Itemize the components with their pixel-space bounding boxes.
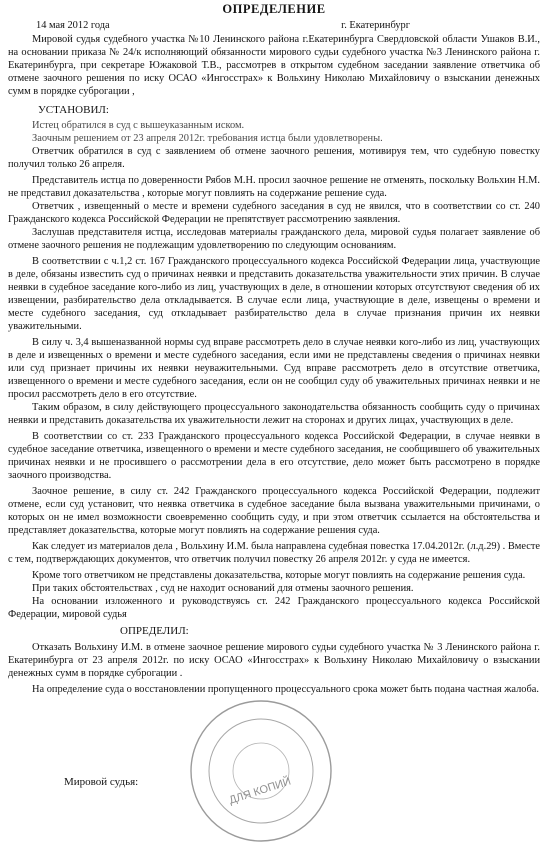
closing-paragraph: На определение суда о восстановлении пропущенного процессуального срока может быть подана частная жалоба. <box>32 684 539 696</box>
paragraph-7: В соответствии с ч.1,2 ст. 167 Гражданского процессуального кодекса Российской Федерации лица, участвующие в деле, обязаны известить суд о причинах неявки и представить доказательства уважительности этих причин. В случае неявки в судебное заседание кого-либо из лиц, участвующих в деле, в отношении которых отсутствуют сведения об их извещении, разбирательство дела откладывается. В случае если лица, участвующие в деле, извещены о времени и месте судебного заседания, суд откладывает разбирательство дела в случае признания причин их неявки уважительными. <box>8 256 540 333</box>
court-ruling-document <box>8 2 540 696</box>
paragraph-1: Истец обратился в суд с вышеуказанным иском. <box>32 120 245 132</box>
svg-text:ДЛЯ КОПИЙ: ДЛЯ КОПИЙ <box>227 775 293 807</box>
paragraph-5: Ответчик , извещенный о месте и времени судебного заседания в суд не явился, что в соответствии со ст. 240 Гражданского кодекса Российской Федерации не препятствует рассмотрению заявления. <box>8 201 540 226</box>
paragraph-13: Кроме того ответчиком не представлены доказательства, которые могут повлиять на содержание решения суда. <box>32 570 526 582</box>
paragraph-6: Заслушав представителя истца, исследовав материалы гражданского дела, мировой судья полагает заявление об отмене заочного решения не подлежащим удовлетворению по следующим основаниям. <box>8 227 540 252</box>
dateline <box>8 19 540 32</box>
paragraph-4: Представитель истца по доверенности Рябов М.Н. просил заочное решение не отменять, поскольку Вольхин Н.М. не представил доказательства , которые могут повлиять на содержание решение суда. <box>8 175 540 200</box>
document-city: г. Екатеринбург <box>341 19 410 31</box>
paragraph-10: В соответствии со ст. 233 Гражданского процессуального кодекса Российской Федерации, в случае неявки в судебное заседание ответчика, извещенного о времени и месте судебного заседания, не сообщившего об уважительных причинах неявки и не просившего о рассмотрении дела в его отсутствие, дело может быть рассмотрено в порядке заочного производства. <box>8 431 540 482</box>
signature-label: Мировой судья: <box>64 776 139 788</box>
ruling-paragraph: Отказать Вольхину И.М. в отмене заочное решение мирового судьи судебного участка № 3 Ленинского района г. Екатеринбурга от 23 апреля 2012г. по иску ОСАО «Ингосстрах» к Вольхину Николаю Михайловичу о взыскании денежных сумм в порядке суброгации . <box>8 642 540 680</box>
ruled-heading: ОПРЕДЕЛИЛ: <box>120 625 189 638</box>
intro-paragraph: Мировой судья судебного участка №10 Ленинского района г.Екатеринбурга Свердловской области Ушаков В.И., на основании приказа № 24/к исполняющий обязанности мирового судьи судебного участка №3 Ленинского района г. Екатеринбурга, при секретаре Южаковой Т.В., рассмотрев в открытом судебном заседании заявление ответчика об отмене заочного решения по иску ОСАО «Ингосстрах» к Вольхину Николаю Михайловичу о взыскании денежных сумм в порядке суброгации , <box>8 33 540 97</box>
court-seal-stamp <box>186 696 336 846</box>
document-title: ОПРЕДЕЛЕНИЕ <box>222 2 326 16</box>
paragraph-12: Как следует из материалов дела , Вольхину И.М. была направлена судебная повестка 17.04.2012г. (л.д.29) . Вместе с тем, подтверждающих документов, что ответчик получил повестку 26 апреля 2012г. у суда не имеется. <box>8 541 540 566</box>
paragraph-14: При таких обстоятельствах , суд не находит оснований для отмены заочного решения. <box>32 583 414 595</box>
paragraph-8: В силу ч. 3,4 вышеназванной нормы суд вправе рассмотреть дело в случае неявки кого-либо из лиц, участвующих в деле и извещенных о времени и месте судебного заседания, если ими не представлены сведения о причинах неявки или суд признает причины их неявки неуважительными. Суд вправе рассмотреть дело в отсутствие ответчика, извещенного о времени и месте судебного заседания, если он не сообщил суду об уважительных причинах неявки и не просил рассмотреть дело в его отсутствие. <box>8 337 540 401</box>
established-heading: УСТАНОВИЛ: <box>38 103 109 116</box>
document-date: 14 мая 2012 года <box>36 19 110 31</box>
paragraph-3: Ответчик обратился в суд с заявлением об отмене заочного решения, мотивируя тем, что судебную повестку получил только 26 апреля. <box>8 146 540 171</box>
paragraph-15: На основании изложенного и руководствуясь ст. 242 Гражданского процессуального кодекса Российской Федерации, мировой судья <box>8 596 540 621</box>
paragraph-9: Таким образом, в силу действующего процессуального законодательства обязанность сообщить суду о причинах неявки и представить доказательства их уважительности лежит на сторонах и других лицах, участвующих в деле. <box>8 402 540 427</box>
paragraph-11: Заочное решение, в силу ст. 242 Гражданского процессуального кодекса Российской Федерации, подлежит отмене, если суд установит, что неявка ответчика в судебное заседание была вызвана уважительными причинами, о которых он не имел возможности своевременно сообщить суду, и при этом ответчик ссылается на обстоятельства и представляет доказательства, которые могут повлиять на содержание решения суда. <box>8 486 540 537</box>
paragraph-2: Заочным решением от 23 апреля 2012г. требования истца были удовлетворены. <box>32 133 383 145</box>
